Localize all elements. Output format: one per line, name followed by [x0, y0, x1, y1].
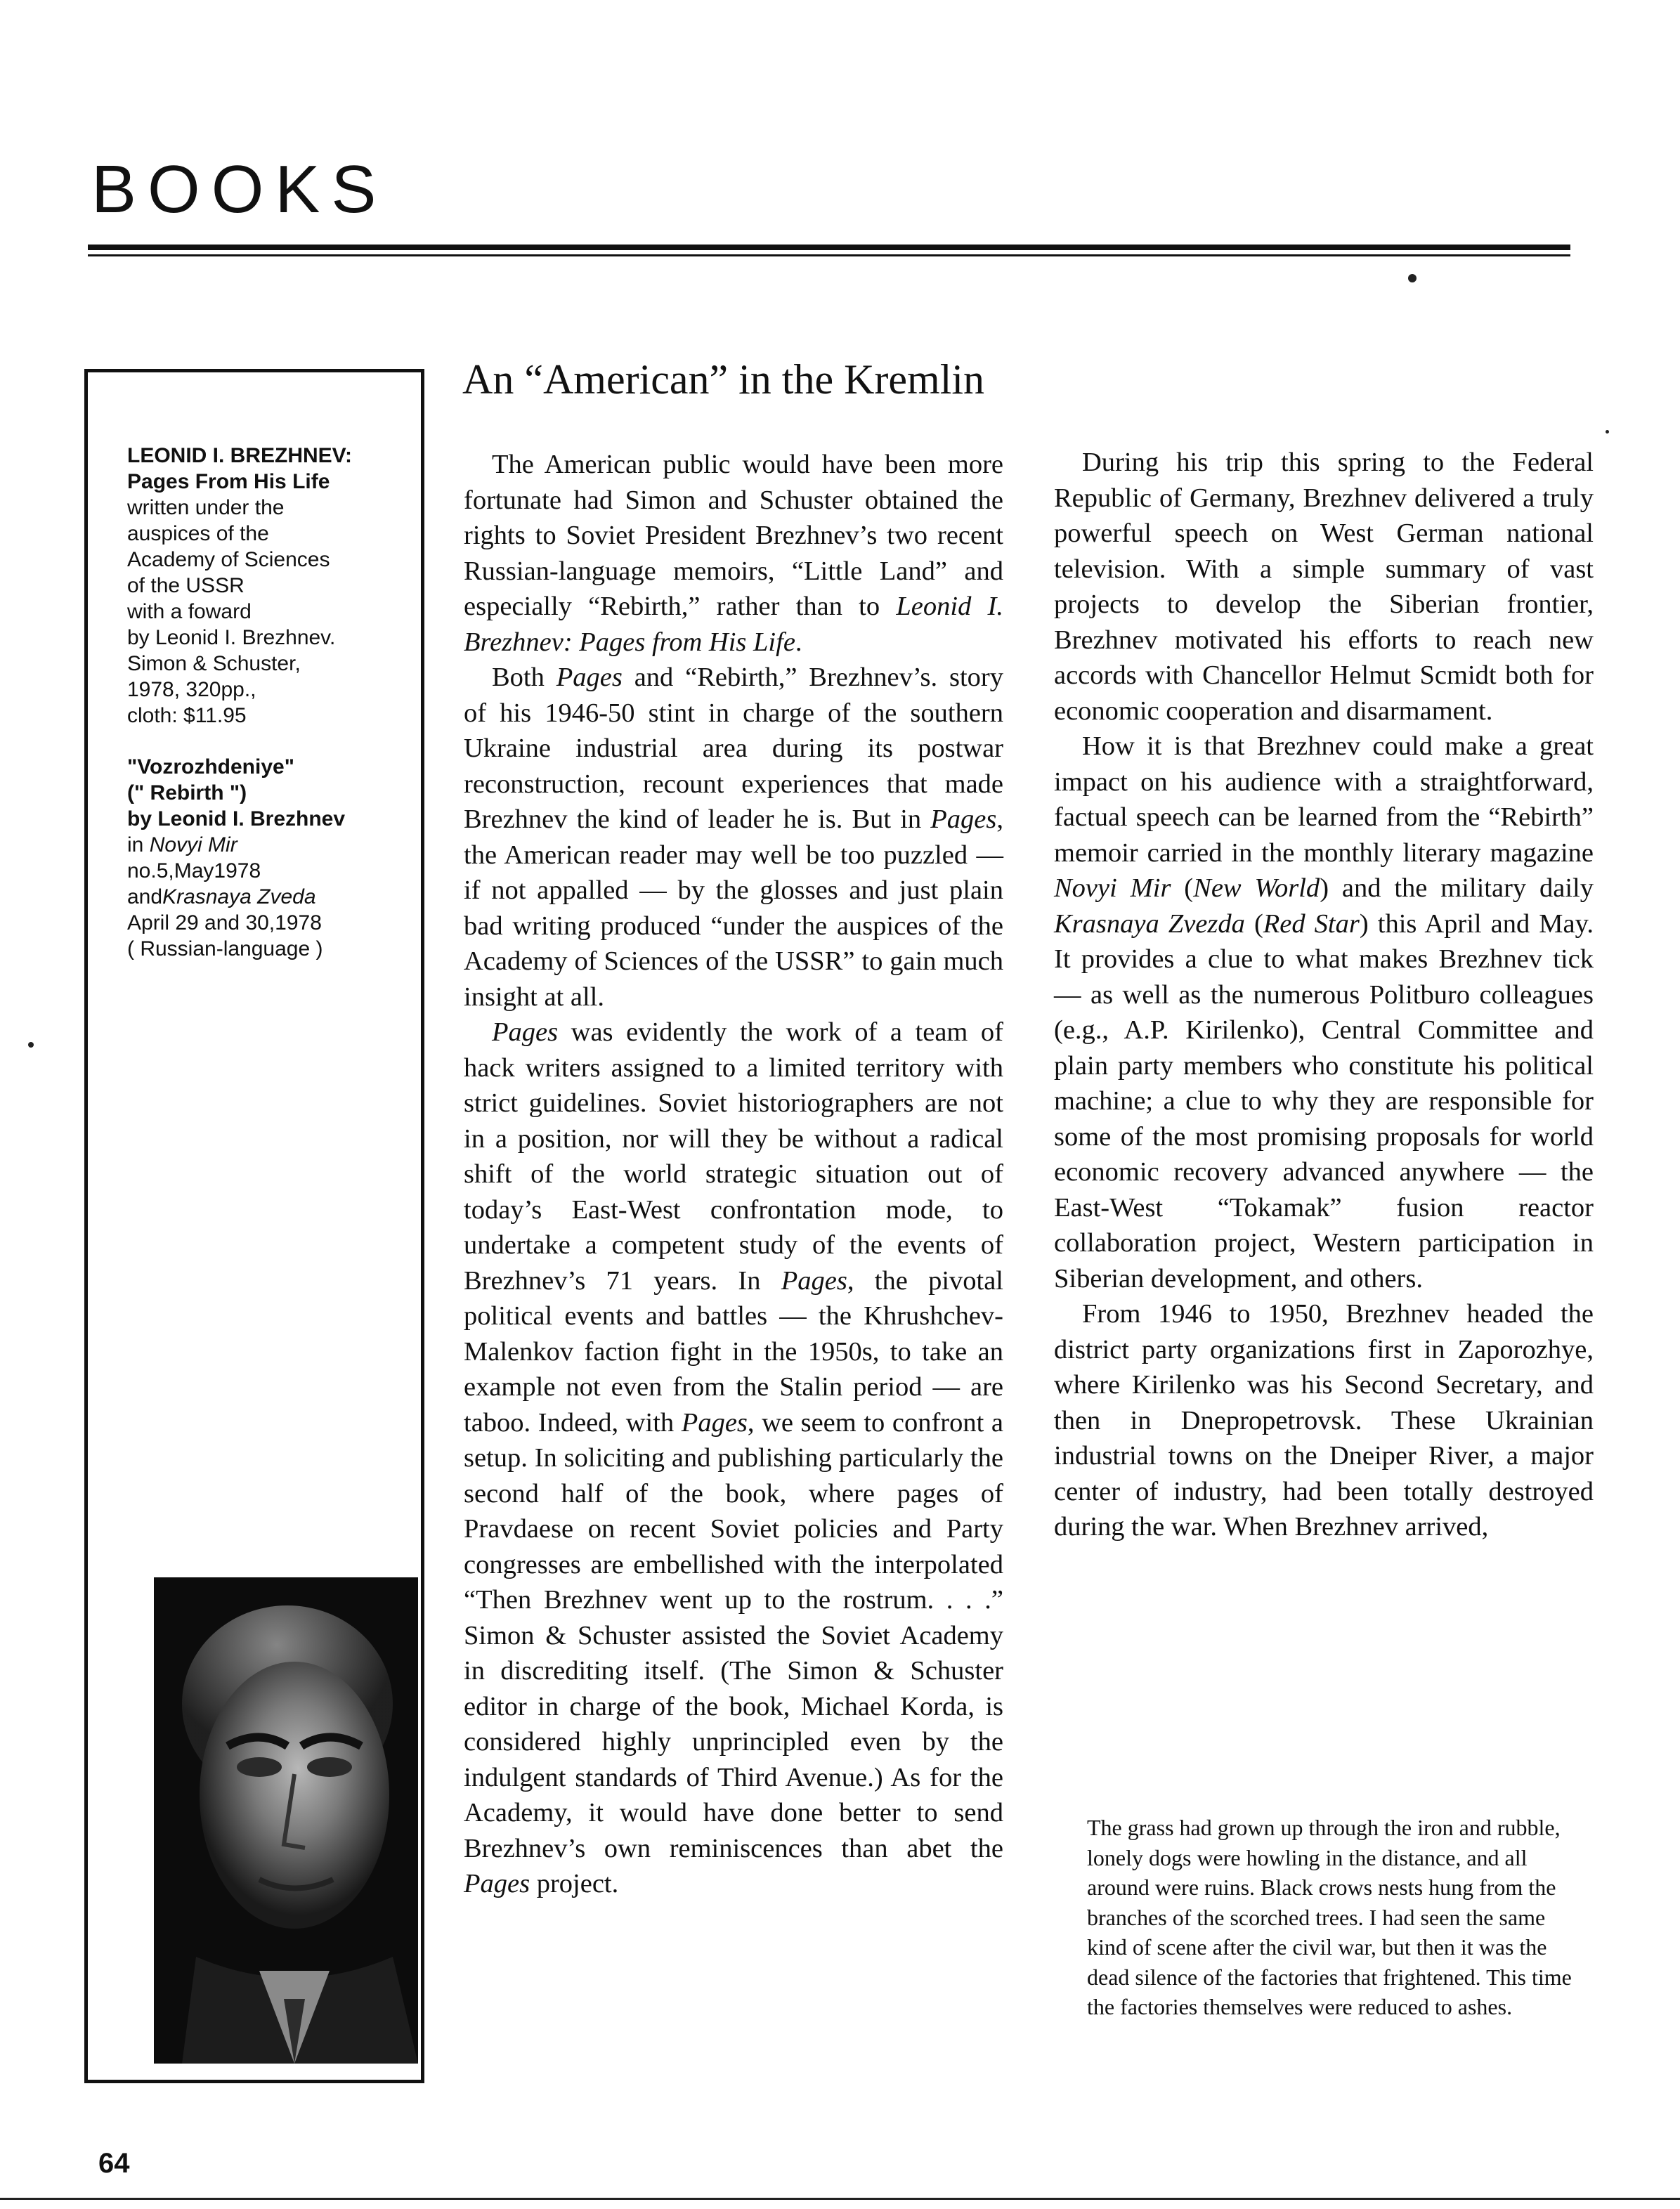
brezhnev-portrait: [154, 1577, 418, 2064]
book-detail: with a foward: [127, 600, 252, 623]
book-title-translation: (" Rebirth "): [127, 781, 247, 804]
print-speck: [1606, 430, 1609, 434]
article-paragraph: During his trip this spring to the Federal Republic of Germany, Brezhnev delivered a truly powerful speech on West German national television. With a simple summary of vast projects to develop the Siberian frontier, Brezhnev motivated his efforts to reach new accords with Chancellor Helmut Scmidt both for economic cooperation and disarmament.: [1054, 448, 1594, 726]
article-column-1: [464, 447, 1003, 1902]
in-label: in: [127, 833, 150, 856]
memoir-quote: The grass had grown up through the iron and rubble, lonely dogs were howling in the distance, and all around were ruins. Black crows nests hung from the branches of the scorched trees. I had seen the same kind of scene after the civil war, but then it was the dead silence of the factories that frightened. This time the factories themselves were reduced to ashes.: [1087, 1815, 1572, 2019]
book-detail: written under the: [127, 496, 285, 519]
book-author: LEONID I. BREZHNEV:: [127, 444, 353, 467]
book-detail: Academy of Sciences: [127, 548, 330, 571]
book-issue: April 29 and 30,1978: [127, 911, 322, 934]
book-detail: by Leonid I. Brezhnev.: [127, 626, 336, 649]
book-publisher: Simon & Schuster,: [127, 652, 301, 675]
portrait-photo: [154, 1577, 418, 2064]
book-title: "Vozrozhdeniye": [127, 755, 294, 778]
book-title: Pages From His Life: [127, 470, 330, 493]
book-pages: 1978, 320pp.,: [127, 678, 256, 701]
book-entry-rebirth: [127, 754, 401, 962]
article-title: An “American” in the Kremlin: [462, 356, 985, 403]
article-paragraph: Pages was evidently the work of a team of hack writers assigned to a limited territory with strict guidelines. Soviet historiographers are not in a position, nor will they be without a radical shift of the world strategic situation out of today’s East-West confrontation mode, to undertake a competent study of the events of Brezhnev’s 71 years. In Pages, the pivotal political events and battles — the Khrushchev-Malenkov faction fight in the 1950s, to take an example not even from the Stalin period — are taboo. Indeed, with Pages, we seem to confront a setup. In soliciting and publishing particularly the second half of the book, where pages of Pravdaese on recent Soviet policies and Party congresses are embellished with the interpolated “Then Brezhnev went up to the rostrum. . . .” Simon & Schuster assisted the Soviet Academy in discrediting itself. (The Simon & Schuster editor in charge of the book, Michael Korda, is considered highly unprincipled even by the indulgent standards of Third Avenue.) As for the Academy, it would have done better to send Brezhnev’s own reminiscences than abet the Pages project.: [464, 1017, 1003, 1898]
book-entry-pages-from-his-life: [127, 443, 401, 729]
book-source: [127, 884, 401, 910]
page-number: 64: [98, 2148, 130, 2179]
article-paragraph: How it is that Brezhnev could make a great impact on his audience with a straightforward, factual speech can be learned from the “Rebirth” memoir carried in the monthly literary magazine Novyi Mir (New World) and the military daily Krasnaya Zvezda (Red Star) this April and May. It provides a clue to what makes Brezhnev tick — as well as the numerous Politburo colleagues (e.g., A.P. Kirilenko), Central Committee and plain party members who constitute his political machine; a clue to why they are responsible for some of the most promising proposals for world economic recovery advanced anywhere — the East-West “Tokamak” fusion reactor collaboration project, Western participation in Siberian development, and others.: [1054, 731, 1594, 1294]
book-price: cloth: $11.95: [127, 704, 247, 727]
book-detail: of the USSR: [127, 574, 245, 597]
header-rule-thick: [88, 245, 1570, 250]
article-paragraph: The American public would have been more fortunate had Simon and Schuster obtained the rights to Soviet President Brezhnev’s two recent Russian-language memoirs, “Little Land” and especially “Rebirth,” rather than to Leonid I. Brezhnev: Pages from His Life.: [464, 450, 1003, 657]
journal-name: Novyi Mir: [149, 833, 237, 856]
page-bottom-edge: [0, 2198, 1680, 2200]
journal-name: Krasnaya Zveda: [162, 885, 316, 908]
book-list: [127, 443, 401, 987]
book-title-inline: Leonid I. Brezhnev: Pages from His Life: [464, 592, 1003, 657]
book-source: [127, 832, 401, 858]
book-detail: auspices of the: [127, 522, 269, 545]
article-column-2: [1054, 445, 1594, 1545]
article-paragraph: Both Pages and “Rebirth,” Brezhnev’s. story of his 1946-50 stint in charge of the southern Ukraine industrial area during its postwar reconstruction, recount experiences that made Brezhnev the kind of leader he is. But in Pages, the American reader may well be too puzzled — if not appalled — by the glosses and just plain bad writing produced “under the auspices of the Academy of Sciences of the USSR” to gain much insight at all.: [464, 663, 1003, 1012]
article-paragraph: From 1946 to 1950, Brezhnev headed the district party organizations first in Zaporozhye, where Kirilenko was his Second Secretary, and then in Dnepropetrovsk. These Ukrainian industrial towns on the Dneiper River, a major center of industry, had been totally destroyed during the war. When Brezhnev arrived,: [1054, 1299, 1594, 1542]
section-title: BOOKS: [91, 152, 388, 227]
print-speck: [1408, 274, 1417, 282]
book-issue: no.5,May1978: [127, 859, 261, 882]
book-info-sidebar: [84, 369, 424, 2083]
book-language: ( Russian-language ): [127, 937, 323, 960]
book-author: by Leonid I. Brezhnev: [127, 807, 346, 830]
print-speck: [28, 1042, 34, 1048]
and-label: and: [127, 885, 163, 908]
header-rule-thin: [88, 254, 1570, 256]
